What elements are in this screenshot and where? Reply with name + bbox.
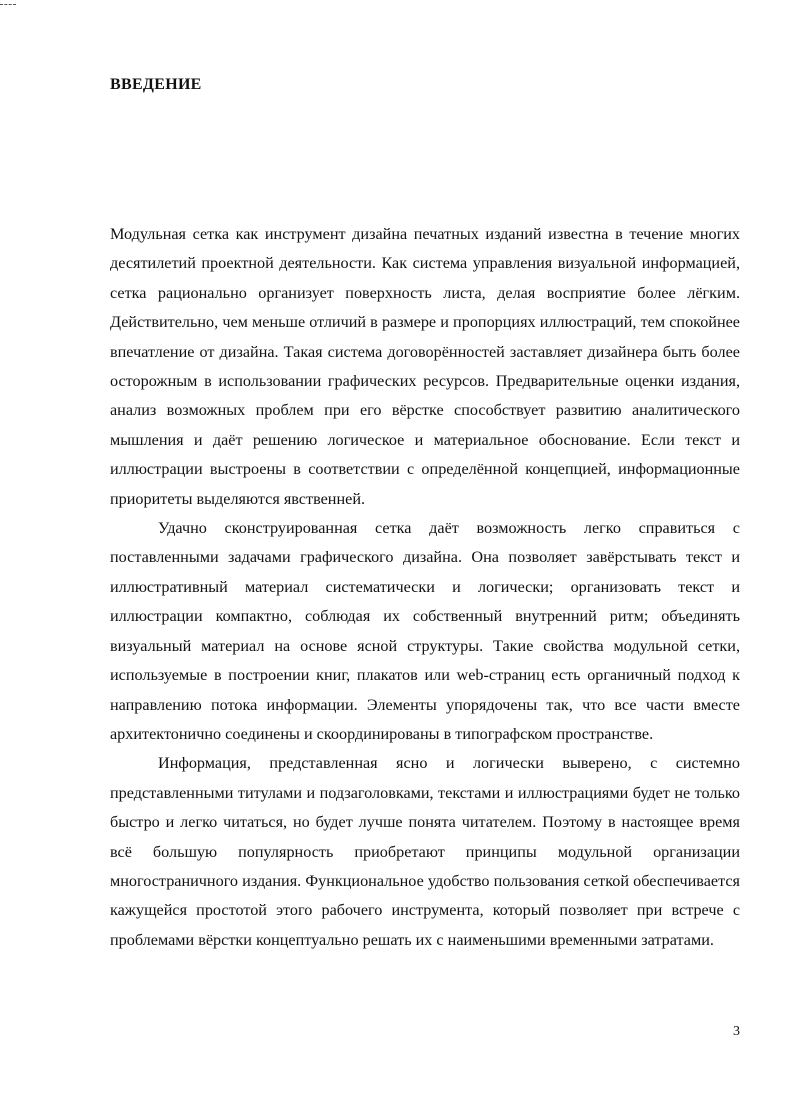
page-number: 3 — [733, 1024, 740, 1039]
paragraph-2: Удачно сконструированная сетка даёт возможность легко справиться с поставленными задачами графического дизайна. Она позволяет завёрстывать текст и иллюстративный материал систематически и логически; организовать текст и иллюстрации компактно, соблюдая их собственный внутренний ритм; объединять визуальный материал на основе ясной структуры. Такие свойства модульной сетки, используемые в построении книг, плакатов или web-страниц есть органичный подход к направлению потока информации. Элементы упорядочены так, что все части вместе архитектонично соединены и скоординированы в типографском пространстве. — [110, 519, 740, 743]
scan-corner-mark — [0, 4, 16, 6]
paragraph-1: Модульная сетка как инструмент дизайна печатных изданий известна в течение многих десятилетий проектной деятельности. Как система управления визуальной информацией, сетка рационально организует поверхность листа, делая восприятие более лёгким. Действительно, чем меньше отличий в размере и пропорциях иллюстраций, тем спокойнее впечатление от дизайна. Такая система договорённостей заставляет дизайнера быть более осторожным в использовании графических ресурсов. Предварительные оценки издания, анализ возможных проблем при его вёрстке способствует развитию аналитического мышления и даёт решению логическое и материальное обоснование. Если текст и иллюстрации выстроены в соответствии с определённой концепцией, информационные приоритеты выделяются явственней. — [110, 225, 740, 508]
body-text — [110, 220, 740, 955]
paragraph-3: Информация, представленная ясно и логически выверено, с системно представленными титулами и подзаголовками, текстами и иллюстрациями будет не только быстро и легко читаться, но будет лучше понята читателем. Поэтому в настоящее время всё большую популярность приобретают принципы модульной организации многостраничного издания. Функциональное удобство пользования сеткой обеспечивается кажущейся простотой этого рабочего инструмента, который позволяет при встрече с проблемами вёрстки концептуально решать их с наименьшими временными затратами. — [110, 754, 740, 949]
section-heading: ВВЕДЕНИЕ — [110, 76, 202, 93]
